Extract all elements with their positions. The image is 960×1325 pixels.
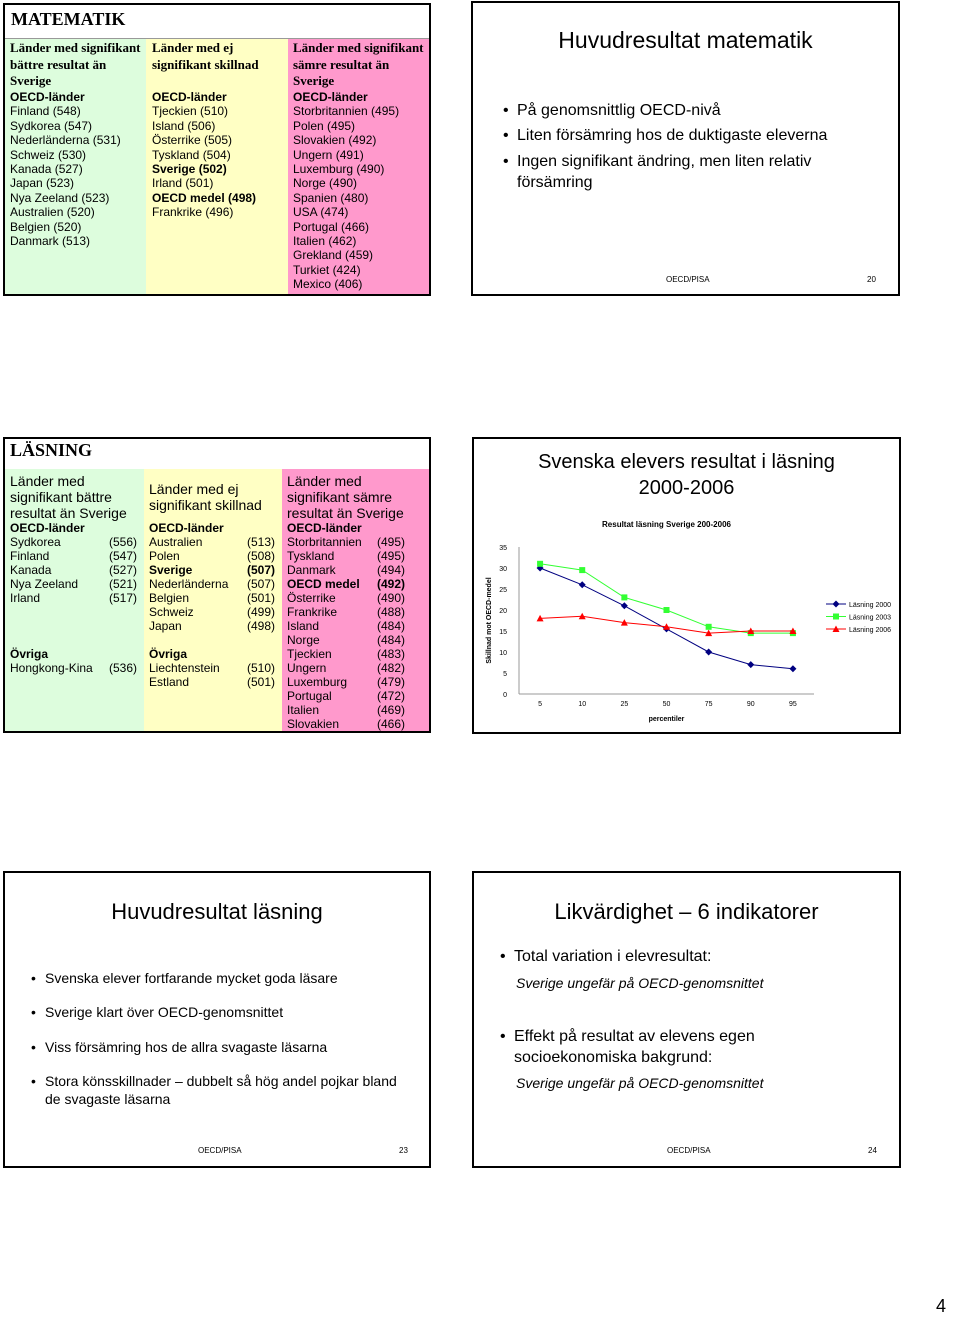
country-score: (494) <box>376 563 405 577</box>
column-header: signifikant bättre <box>10 489 112 505</box>
page-number: 4 <box>936 1296 947 1316</box>
x-axis-label: percentiler <box>648 716 685 723</box>
country-score: (556) <box>108 535 137 549</box>
series-line-0 <box>540 568 793 669</box>
bullet: • Ingen signifikant ändring, men liten relativ försämring <box>517 151 847 193</box>
country-name: Danmark <box>287 563 336 577</box>
group-label: OECD-länder <box>149 521 224 535</box>
country-name: Liechtenstein <box>149 661 220 675</box>
bullet: • Liten försämring hos de duktigaste eleverna <box>517 125 887 146</box>
country-score: (469) <box>376 703 405 717</box>
y-tick-label: 15 <box>499 629 507 636</box>
country-score: (483) <box>376 647 405 661</box>
bullet: • Effekt på resultat av elevens egen socioekonomiska bakgrund: <box>514 1026 844 1068</box>
country-item: Schweiz (530) <box>10 147 87 162</box>
slide-22 <box>472 437 901 734</box>
country-row <box>149 577 275 591</box>
country-name: Slovakien <box>287 717 340 731</box>
country-item: Tyskland (504) <box>152 147 231 162</box>
country-item: Mexico (406) <box>293 277 363 292</box>
country-name: Norge <box>287 633 320 647</box>
country-row <box>287 605 405 619</box>
column-header: resultat än Sverige <box>10 505 127 521</box>
legend-label: Läsning 2000 <box>849 602 892 609</box>
country-name: Kanada <box>10 563 52 577</box>
country-score: (484) <box>376 619 405 633</box>
country-name: Island <box>287 619 320 633</box>
country-row <box>287 675 405 689</box>
country-name: Irland <box>10 591 41 605</box>
country-row <box>149 675 275 689</box>
data-point <box>664 607 670 613</box>
bullet: • Viss försämring hos de allra svagaste läsarna <box>45 1038 415 1056</box>
data-point <box>579 567 585 573</box>
column-header: Sverige <box>10 73 52 88</box>
y-tick-label: 35 <box>499 545 507 552</box>
country-row <box>287 717 405 731</box>
country-item: USA (474) <box>293 205 349 220</box>
data-point <box>705 649 712 656</box>
country-name: Nya Zeeland <box>10 577 79 591</box>
bullet: • På genomsnittlig OECD-nivå <box>517 100 887 121</box>
legend-marker <box>833 601 840 608</box>
country-row <box>287 633 405 647</box>
slide-title: Huvudresultat läsning <box>111 899 323 924</box>
country-name: Portugal <box>287 689 332 703</box>
country-item: Nya Zeeland (523) <box>10 190 110 205</box>
country-row <box>287 535 405 549</box>
country-name: Estland <box>149 675 190 689</box>
country-score: (513) <box>246 535 275 549</box>
data-point <box>789 665 796 672</box>
x-tick-label: 10 <box>578 701 587 708</box>
country-name: Frankrike <box>287 605 338 619</box>
slide-lasning <box>3 437 431 733</box>
country-score: (527) <box>108 563 137 577</box>
country-name: Schweiz <box>149 605 194 619</box>
country-row <box>287 619 405 633</box>
bullet: • Svenska elever fortfarande mycket goda läsare <box>45 969 415 987</box>
slide-23 <box>3 871 431 1168</box>
country-item: Tjeckien (510) <box>152 104 229 119</box>
country-item: Finland (548) <box>10 104 81 119</box>
country-item: Sverige (502) <box>152 162 227 176</box>
country-row <box>10 577 137 591</box>
group-label: OECD-länder <box>10 90 85 104</box>
country-score: (479) <box>376 675 405 689</box>
country-score: (490) <box>376 591 405 605</box>
country-row <box>149 661 275 675</box>
column-header: resultat än Sverige <box>287 505 404 521</box>
country-score: (488) <box>376 605 405 619</box>
slide-title: Likvärdighet – 6 indikatorer <box>554 899 819 924</box>
country-row <box>10 563 137 577</box>
data-point <box>537 561 543 567</box>
country-item: OECD medel (498) <box>152 190 257 205</box>
y-tick-label: 0 <box>503 692 507 699</box>
country-row <box>149 535 275 549</box>
country-item: Danmark (513) <box>10 234 91 248</box>
country-row <box>287 577 405 591</box>
country-name: Sydkorea <box>10 535 61 549</box>
country-item: Kanada (527) <box>10 162 83 176</box>
x-tick-label: 95 <box>789 701 797 708</box>
bullet: • Total variation i elevresultat: <box>514 946 884 967</box>
country-row <box>149 619 275 633</box>
slide-20 <box>471 1 900 296</box>
country-item: Japan (523) <box>10 176 75 191</box>
x-tick-label: 50 <box>662 701 671 708</box>
country-item: Belgien (520) <box>10 219 82 234</box>
column-header: Länder med ej <box>149 481 239 497</box>
y-tick-label: 10 <box>499 650 507 657</box>
country-row <box>287 661 405 675</box>
country-row <box>287 703 405 717</box>
country-row <box>287 549 405 563</box>
country-score: (472) <box>376 689 405 703</box>
y-tick-label: 5 <box>503 671 507 678</box>
slide-title-line: Svenska elevers resultat i läsning <box>538 451 835 473</box>
country-item: Australien (520) <box>10 205 95 220</box>
country-score: (466) <box>376 717 405 731</box>
country-score: (510) <box>246 661 275 675</box>
country-score: (501) <box>246 675 275 689</box>
column-header: bättre resultat än <box>10 56 107 72</box>
slide-number: 24 <box>868 1146 877 1155</box>
country-row <box>10 535 137 549</box>
slide-24 <box>472 871 901 1168</box>
column-header: signifikant skillnad <box>152 56 259 72</box>
country-row <box>10 591 137 605</box>
country-item: Portugal (466) <box>293 219 370 234</box>
country-item: Slovakien (492) <box>293 133 377 148</box>
slide-matematik <box>3 3 431 296</box>
footer-label: OECD/PISA <box>666 275 710 284</box>
y-tick-label: 20 <box>499 608 507 615</box>
country-row <box>10 549 137 563</box>
note-italic: Sverige ungefär på OECD-genomsnittet <box>516 1075 764 1091</box>
x-tick-label: 75 <box>704 701 713 708</box>
country-score: (536) <box>108 661 137 675</box>
note-italic: Sverige ungefär på OECD-genomsnittet <box>516 975 764 991</box>
column-header: Sverige <box>293 73 335 88</box>
column-header: Länder med signifikant <box>293 40 424 55</box>
slide-title: LÄSNING <box>10 440 93 460</box>
legend-label: Läsning 2003 <box>849 614 892 622</box>
country-row <box>149 605 275 619</box>
y-tick-label: 25 <box>499 587 507 594</box>
country-item: Nederländerna (531) <box>10 133 121 148</box>
group-label-other: Övriga <box>149 647 188 661</box>
country-score: (482) <box>376 661 405 675</box>
x-tick-label: 25 <box>620 701 629 708</box>
country-name: Ungern <box>287 661 327 675</box>
country-item: Spanien (480) <box>293 190 369 205</box>
country-score: (492) <box>376 577 405 591</box>
country-score: (508) <box>246 549 275 563</box>
country-score: (521) <box>108 577 137 591</box>
country-score: (495) <box>376 549 405 563</box>
country-name: Italien <box>287 703 320 717</box>
country-score: (547) <box>108 549 137 563</box>
country-name: Österrike <box>287 591 336 605</box>
country-item: Ungern (491) <box>293 147 364 162</box>
country-item: Sydkorea (547) <box>10 118 93 133</box>
column-header: signifikant sämre <box>287 489 393 505</box>
country-name: Belgien <box>149 591 190 605</box>
y-axis-label: Skillnad mot OECD-medel <box>486 577 493 664</box>
country-item: Frankrike (496) <box>152 205 234 220</box>
column-header: Länder med <box>287 473 362 489</box>
group-label: OECD-länder <box>287 521 362 535</box>
data-point <box>579 581 586 588</box>
group-label: OECD-länder <box>293 90 368 104</box>
country-score: (498) <box>246 619 275 633</box>
country-name: Tyskland <box>287 549 335 563</box>
group-label: OECD-länder <box>10 521 85 535</box>
slide-title: Huvudresultat matematik <box>558 27 813 53</box>
legend-label: Läsning 2006 <box>849 627 892 634</box>
country-item: Italien (462) <box>293 234 357 248</box>
country-row <box>287 647 405 661</box>
country-name: Hongkong-Kina <box>10 661 93 675</box>
column-header: signifikant skillnad <box>149 497 262 513</box>
country-name: Finland <box>10 549 50 563</box>
footer-label: OECD/PISA <box>667 1146 711 1155</box>
country-name: Australien <box>149 535 203 549</box>
chart-title: Resultat läsning Sverige 200-2006 <box>602 520 731 529</box>
bullet: • Sverige klart över OECD-genomsnittet <box>45 1003 415 1021</box>
series-line-1 <box>540 564 793 633</box>
column-header: Länder med signifikant <box>10 40 141 55</box>
country-name: Luxemburg <box>287 675 348 689</box>
country-item: Irland (501) <box>152 176 214 191</box>
footer-label: OECD/PISA <box>198 1146 242 1155</box>
country-item: Turkiet (424) <box>293 262 361 277</box>
bullet: • Stora könsskillnader – dubbelt så hög andel pojkar bland de svagaste läsarna <box>45 1072 405 1108</box>
reading-chart <box>474 509 899 729</box>
data-point <box>747 661 754 668</box>
country-name: Tjeckien <box>287 647 332 661</box>
country-item: Österrike (505) <box>152 133 233 148</box>
group-label: OECD-länder <box>152 90 227 104</box>
country-item: Luxemburg (490) <box>293 162 385 176</box>
country-item: Grekland (459) <box>293 248 374 263</box>
country-row <box>149 549 275 563</box>
country-score: (507) <box>246 577 275 591</box>
country-row <box>149 563 275 577</box>
country-score: (499) <box>246 605 275 619</box>
country-score: (495) <box>376 535 405 549</box>
group-label-other: Övriga <box>10 647 49 661</box>
country-score: (517) <box>108 591 137 605</box>
y-tick-label: 30 <box>499 566 507 573</box>
country-row <box>10 661 137 675</box>
data-point <box>621 602 628 609</box>
country-item: Island (506) <box>152 118 216 133</box>
x-tick-label: 5 <box>538 701 543 708</box>
data-point <box>621 594 627 600</box>
country-item: Polen (495) <box>293 118 356 133</box>
slide-title: MATEMATIK <box>11 9 126 29</box>
country-score: (507) <box>246 563 275 577</box>
column-header: Länder med <box>10 473 85 489</box>
data-point <box>706 624 712 630</box>
country-score: (501) <box>246 591 275 605</box>
column-header: sämre resultat än <box>293 56 390 72</box>
country-name: Sverige <box>149 563 193 577</box>
country-name: Polen <box>149 549 180 563</box>
country-row <box>287 689 405 703</box>
country-row <box>149 591 275 605</box>
column-header: Länder med ej <box>152 40 234 55</box>
slide-number: 20 <box>867 275 876 284</box>
slide-number: 23 <box>399 1146 408 1155</box>
country-row <box>287 563 405 577</box>
slide-title-line: 2000-2006 <box>638 477 735 499</box>
country-name: Storbritannien <box>287 535 362 549</box>
country-score: (484) <box>376 633 405 647</box>
country-name: Japan <box>149 619 182 633</box>
x-tick-label: 90 <box>746 701 755 708</box>
legend-marker <box>833 614 839 620</box>
country-item: Storbritannien (495) <box>293 104 400 119</box>
country-name: Nederländerna <box>149 577 229 591</box>
country-row <box>287 591 405 605</box>
country-item: Norge (490) <box>293 176 358 191</box>
country-name: OECD medel <box>287 577 360 591</box>
